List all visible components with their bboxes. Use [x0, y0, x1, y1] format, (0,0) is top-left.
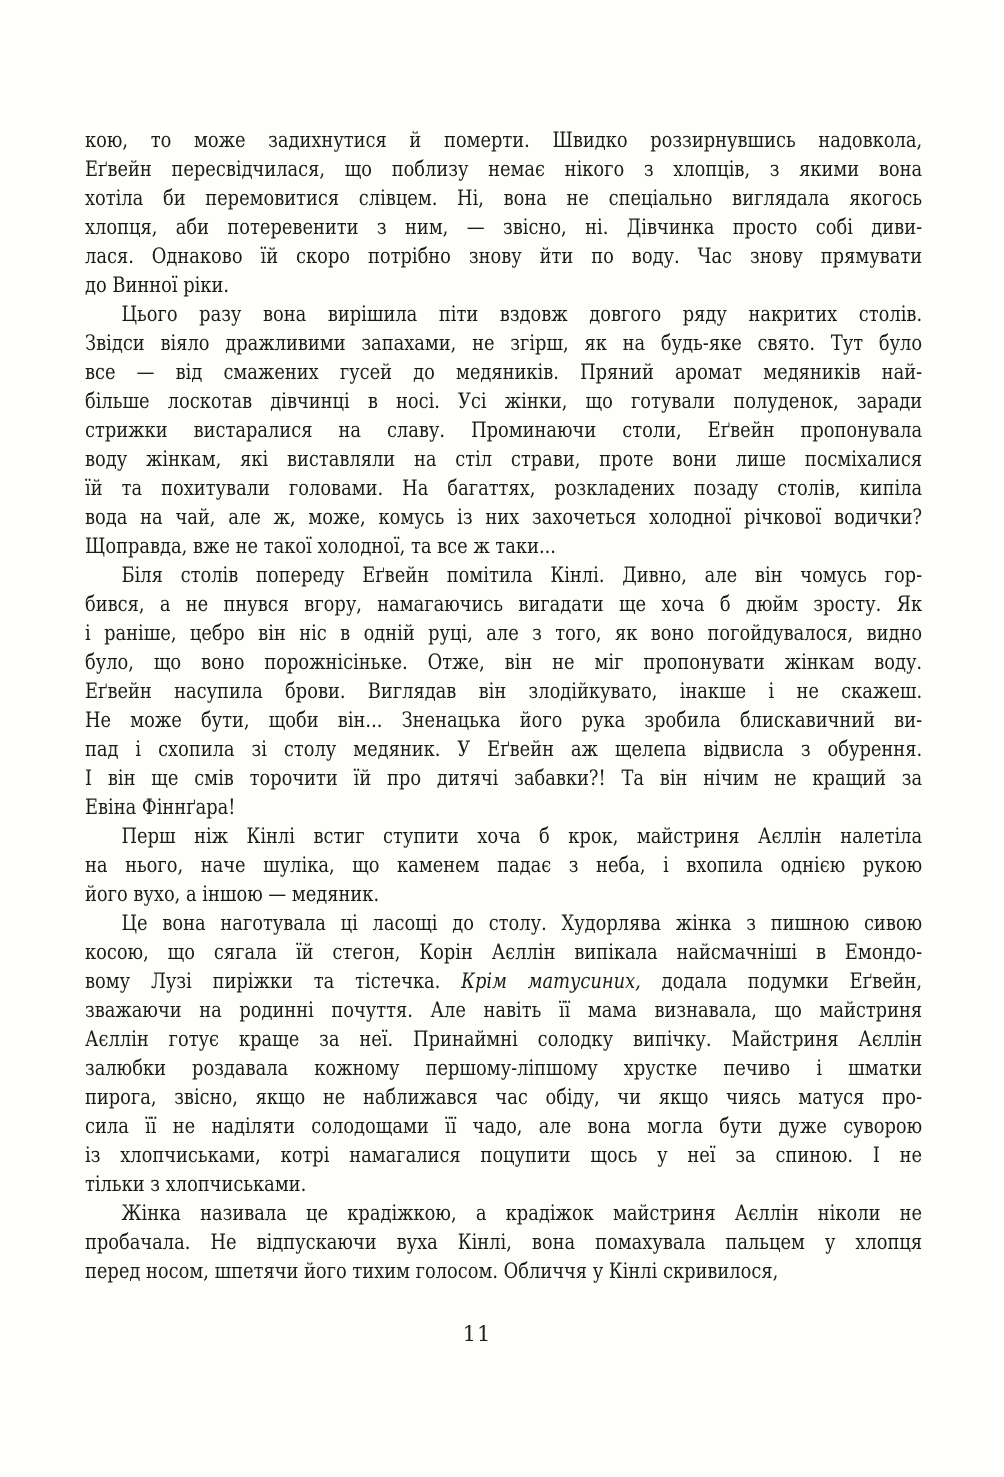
- text-line: до Винної ріки.: [85, 273, 230, 297]
- text-line: хотіла би перемовитися слівцем. Ні, вона не спеціально виглядала якогось: [85, 186, 923, 210]
- text-line: Жінка називала це крадіжкою, а крадіжок майстриня Аєллін ніколи не: [121, 1201, 923, 1225]
- text-line: Щоправда, вже не такої холодної, та все ж таки...: [85, 534, 556, 558]
- page-number: 11: [462, 1322, 492, 1346]
- text-line: Звідси віяло дражливими запахами, не згірш, як на будь-яке свято. Тут було: [85, 331, 923, 355]
- text-line: бився, а не пнувся вгору, намагаючись вигадати ще хоча б дюйм зросту. Як: [85, 592, 923, 616]
- paragraph: [85, 561, 922, 822]
- text-line: більше лоскотав дівчинці в носі. Усі жінки, що готували полуденок, заради: [85, 389, 923, 413]
- paragraph: [85, 300, 922, 561]
- text-line: перед носом, шпетячи його тихим голосом. Обличчя у Кінлі скривилося,: [85, 1259, 779, 1283]
- text-line: вому Лузі пиріжки та тістечка. Крім матусиних, додала подумки Еґвейн,: [85, 969, 923, 993]
- text-line: із хлопчиськами, котрі намагалися поцупити щось у неї за спиною. І не: [85, 1143, 923, 1167]
- text-line: і раніше, цебро він ніс в одній руці, але з того, як воно погойдувалося, видно: [85, 621, 923, 645]
- paragraph: [85, 909, 922, 1199]
- text-line: стрижки вистаралися на славу. Проминаючи столи, Еґвейн пропонувала: [85, 418, 923, 442]
- text-line: Еґвейн пересвідчилася, що поблизу немає нікого з хлопців, з якими вона: [85, 157, 923, 181]
- text-line: Біля столів попереду Еґвейн помітила Кінлі. Дивно, але він чомусь гор-: [121, 563, 923, 587]
- text-line: Евіна Фіннґара!: [85, 795, 236, 819]
- text-line: Перш ніж Кінлі встиг ступити хоча б крок, майстриня Аєллін налетіла: [121, 824, 923, 848]
- page-text: [85, 126, 922, 1286]
- text-line: хлопця, аби потеревенити з ним, — звісно, ні. Дівчинка просто собі диви-: [85, 215, 923, 239]
- text-line: Аєллін готує краще за неї. Принаймні солодку випічку. Майстриня Аєллін: [85, 1027, 923, 1051]
- text-line: зважаючи на родинні почуття. Але навіть її мама визнавала, що майстриня: [85, 998, 923, 1022]
- text-line: І він ще смів торочити їй про дитячі забавки?! Та він нічим не кращий за: [85, 766, 923, 790]
- text-line: Не може бути, щоби він... Зненацька його рука зробила блискавичний ви-: [85, 708, 923, 732]
- text-line: пробачала. Не відпускаючи вуха Кінлі, вона помахувала пальцем у хлопця: [85, 1230, 923, 1254]
- text-line: воду жінкам, які виставляли на стіл страви, проте вони лише посміхалися: [85, 447, 923, 471]
- paragraph: [85, 126, 922, 300]
- text-line: лася. Однаково їй скоро потрібно знову йти по воду. Час знову прямувати: [85, 244, 923, 268]
- text-line: Еґвейн насупила брови. Виглядав він злодійкувато, інакше і не скажеш.: [85, 679, 923, 703]
- text-line: їй та похитували головами. На багаттях, розкладених позаду столів, кипіла: [85, 476, 923, 500]
- text-line: пад і схопила зі столу медяник. У Еґвейн аж щелепа відвисла з обурення.: [85, 737, 923, 761]
- text-line: Це вона наготувала ці ласощі до столу. Худорлява жінка з пишною сивою: [121, 911, 923, 935]
- text-line: косою, що сягала їй стегон, Корін Аєллін випікала найсмачніші в Емондо-: [85, 940, 923, 964]
- text-line: пирога, звісно, якщо не наближався час обіду, чи якщо чиясь матуся про-: [85, 1085, 923, 1109]
- paragraph: [85, 822, 922, 909]
- text-line: Цього разу вона вирішила піти вздовж довгого ряду накритих столів.: [121, 302, 923, 326]
- text-line: його вухо, а іншою — медяник.: [85, 882, 380, 906]
- text-line: тільки з хлопчиськами.: [85, 1172, 307, 1196]
- text-line: сила її не наділяти солодощами її чадо, але вона могла бути дуже суворою: [85, 1114, 923, 1138]
- text-line: залюбки роздавала кожному першому-ліпшому хрустке печиво і шматки: [85, 1056, 923, 1080]
- text-line: кою, то може задихнутися й померти. Швидко роззирнувшись надовкола,: [85, 128, 923, 152]
- text-line: на нього, наче шуліка, що каменем падає з неба, і вхопила однією рукою: [85, 853, 923, 877]
- text-line: було, що воно порожнісіньке. Отже, він не міг пропонувати жінкам воду.: [85, 650, 923, 674]
- paragraph: [85, 1199, 922, 1286]
- text-line: все — від смажених гусей до медяників. Пряний аромат медяників най-: [85, 360, 923, 384]
- text-line: вода на чай, але ж, може, комусь із них захочеться холодної річкової водички?: [85, 505, 923, 529]
